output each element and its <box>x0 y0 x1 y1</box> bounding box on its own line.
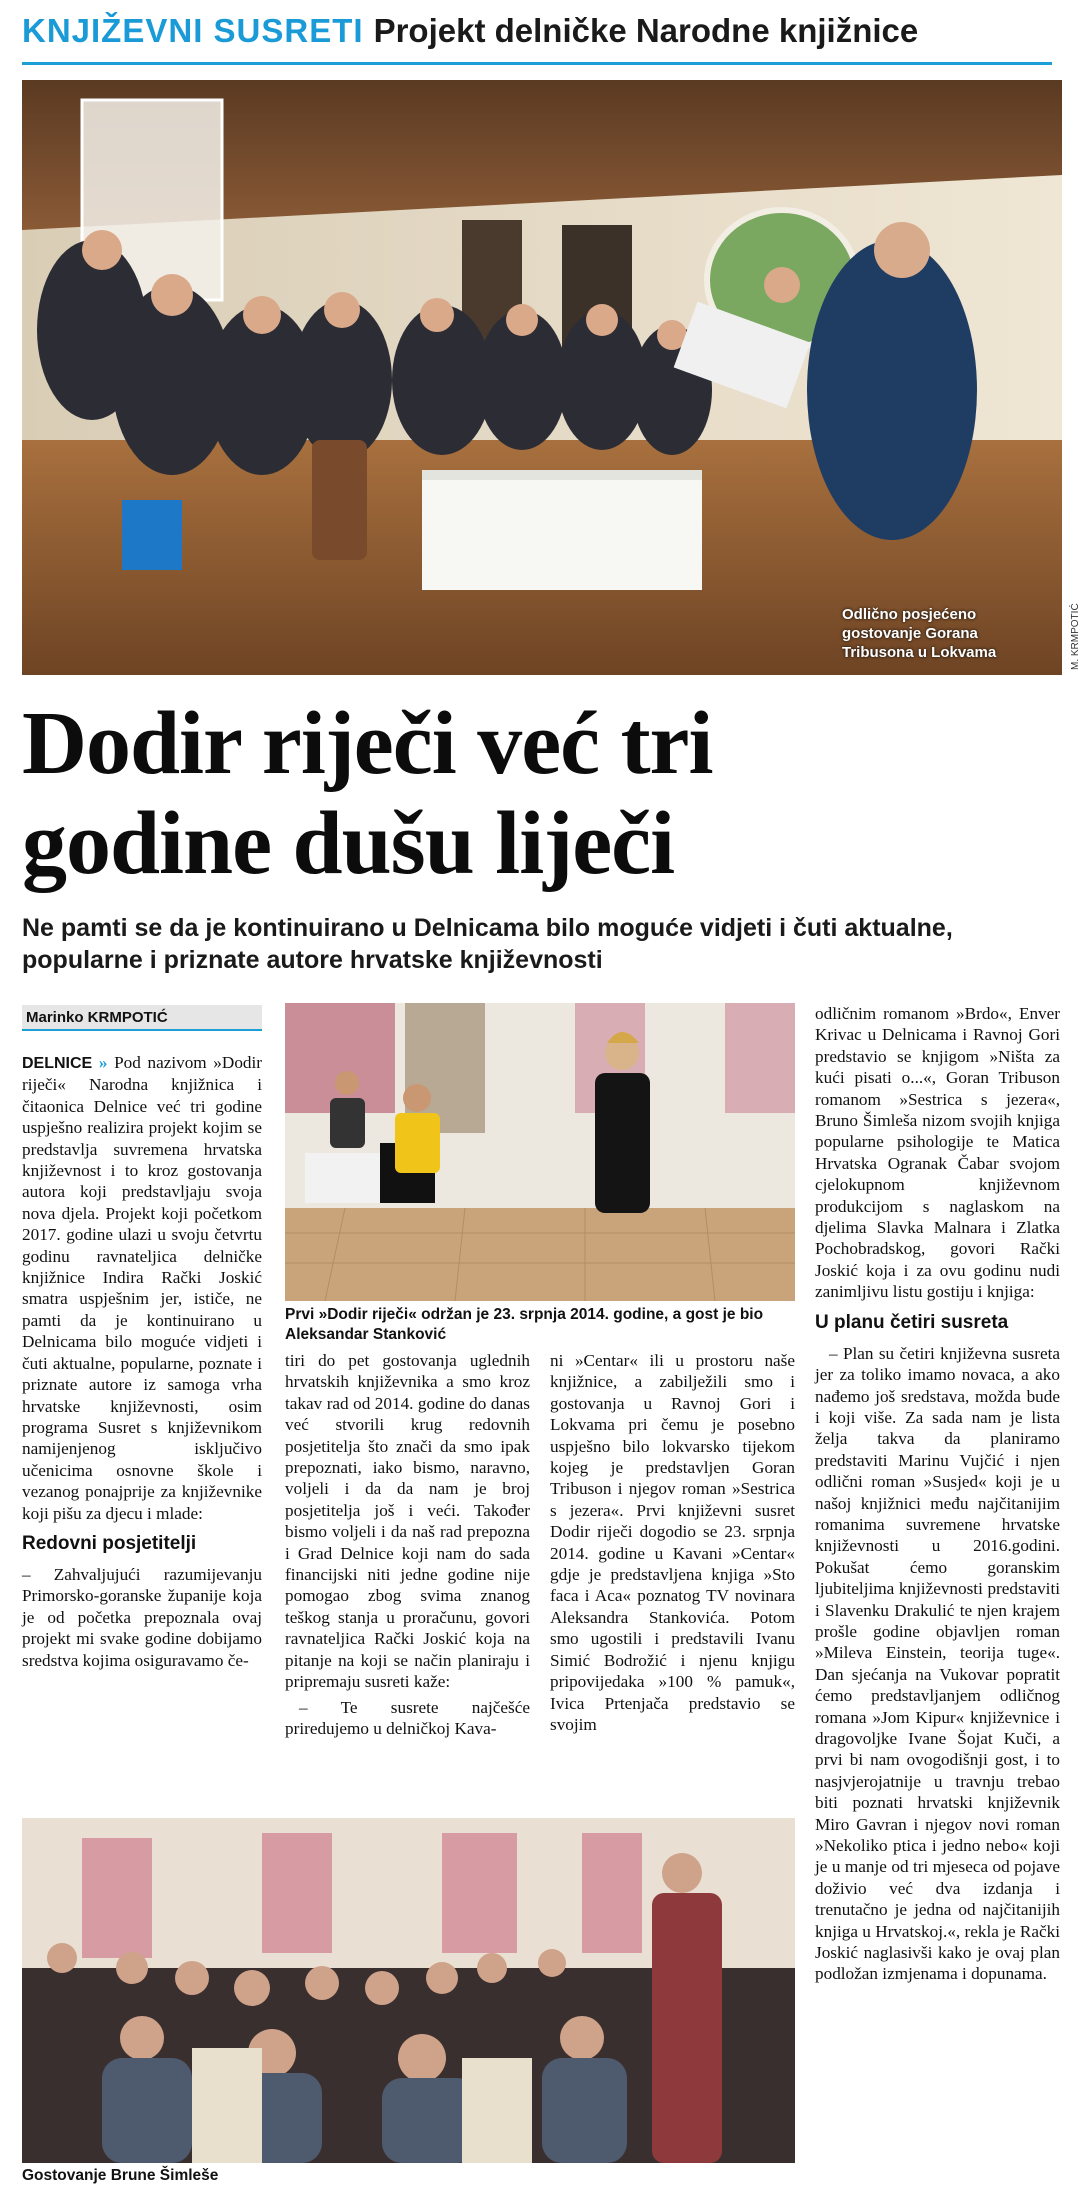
column-1 <box>22 1052 262 1671</box>
col4-paragraph-1: odličnim romanom »Brdo«, Enver Krivac u Delnicama i Ravnoj Gori predstavio se knjigom »Ništa za kući pisati o...«, Goran Tribuson romanom »Sestrica s jezera«, Bruno Šimleša nizom svojih knjiga popularne psihologije te Matica Hrvatska Ogranak Čabar svojom cjelokupnom književnom produkcijom s naglaskom na djelima Slavka Malnara i Zlatka Pochobradskog, govori Rački Joskić koja i za ovu godinu nudi zanimljivu listu gostiju i knjiga: <box>815 1004 1060 1302</box>
subhead-redovni-posjetitelji: Redovni posjetitelji <box>22 1532 197 1554</box>
headline-line-1: Dodir riječi već tri <box>22 694 713 793</box>
dateline: DELNICE <box>22 1055 93 1072</box>
deck: Ne pamti se da je kontinuirano u Delnicama bilo moguće vidjeti i čuti aktualne, popularne i priznate autore hrvatske književnosti <box>22 914 953 974</box>
photo-mid-image <box>285 1003 795 1301</box>
photo-top-image <box>22 80 1062 675</box>
section-kicker: KNJIŽEVNI SUSRETI <box>22 12 364 49</box>
photo-mid-caption: Prvi »Dodir riječi« održan je 23. srpnja 2014. godine, a gost je bio Aleksandar Stanković <box>285 1306 764 1343</box>
col3-paragraph-1: ni »Centar« ili u prostoru naše knjižnice, a zabilježili smo i gostovanja u Ravnoj Gori i Lokvama pri čemu je posebno uspješno bilo lokvarsko tijekom kojeg je predstavljen Goran Tribuson i njegov roman »Sestrica s jezera«. Prvi književni susret Dodir riječi dogodio se 23. srpnja 2014. godine u Kavani »Centar« gdje je predstavljena knjiga »Sto faca i Aca« poznatog TV novinara Aleksandra Stankovića. Potom smo ugostili i predstavili Ivanu Simić Bodrožić i njenu knjigu pripovijedaka »100 % pamuk«, Ivica Prtenjača predstavio se svojim <box>550 1351 795 1734</box>
byline: Marinko KRMPOTIĆ <box>22 1005 262 1031</box>
photo-top-caption: Odlično posjećeno gostovanje Gorana Tribusona u Lokvama <box>842 606 997 661</box>
photo-top <box>22 80 1062 675</box>
photo-bottom-image <box>22 1818 795 2163</box>
column-4 <box>815 1003 1060 1985</box>
photo-credit: M. KRMPOTIĆ <box>1070 603 1081 670</box>
col1-paragraph-1 <box>22 1052 262 1524</box>
section-header <box>22 12 1052 65</box>
photo-bottom-caption: Gostovanje Brune Šimleše <box>22 2167 219 2184</box>
headline-line-2: godine dušu liječi <box>22 794 675 893</box>
headline <box>22 694 1062 894</box>
section-title: Projekt delničke Narodne knjižnice <box>373 12 919 49</box>
photo-bottom <box>22 1818 795 2163</box>
col2-paragraph-1: tiri do pet gostovanja uglednih hrvatskih književnika a smo kroz takav rad od 2014. godine do danas već stvorili krug redovnih posjetitelja što znači da smo ipak prepoznati, iako bismo, naravno, voljeli i da da nam je broj posjetitelja još i veći. Također bismo voljeli i da naš rad prepozna i Grad Delnice koji nam do sada financijski niti jedne godine nije pomogao zbog svima znanog teškog stanja u proračunu, govori ravnateljica Rački Joskić koja na pitanje na koji se način planiraju i pripremaju susreti kaže: <box>285 1351 530 1692</box>
col1-paragraph-2: – Zahvaljujući razumijevanju Primorsko-goranske županije koja je od početka prepoznala ovaj projekt mi svake godine dobijamo sredstva kojima osiguravamo če- <box>22 1564 262 1670</box>
dateline-arrow-icon: » <box>98 1053 108 1072</box>
col1-paragraph-1-text: Pod nazivom »Dodir riječi« Narodna knjižnica i čitaonica Delnice već tri godine uspješno realizira projekt kojim se predstavlja suvremena hrvatska književnost i to kroz gostovanja autora koji predstavljaju svoja nova djela. Projekt koji početkom 2017. godine ulazi u svoju četvrtu godinu ravnateljica delničke knjižnice Indira Rački Joskić smatra uspješnim jer, ističe, ne pamti da je kontinuirano u Delnicama bilo moguće vidjeti i čuti aktualne, popularne, poznate i priznate autore iz samoga vrha hrvatske književnosti, osim programa Susret s književnikom namijenjenog isključivo učenicima osnovne škole i vezanog ponajprije za književnike koji pišu za djecu i mlade: <box>22 1053 263 1523</box>
col4-paragraph-2: – Plan su četiri književna susreta jer za toliko imamo novaca, a ako nađemo još sredstava, možda bude i koji više. Za sada nam je lista želja takva da planiramo predstaviti Marinu Vujčić i njen odlični roman »Susjed« koji je u našoj knjižnici među najčitanijim romanima suvremene hrvatske književnosti u 2016.godini. Pokušat ćemo goranskim ljubiteljima književnosti predstaviti i Slavenku Drakulić te njen krajem prošle godine objavljen roman »Mileva Einstein, teorija tuge«. Dan sjećanja na Vukovar popratit ćemo predstavljanjem odličnog romana »Jom Kipur« književnice i dragovoljke Ivane Šojat Kuči, a prvi bi nam ovogodišnji gost, i to nasjvjerojatnije u travnju trebao biti poznati hrvatski književnik Miro Gavran i njegov novi roman »Nekoliko ptica i jedno nebo« koji je u manje od tri mjeseca od pojave doživio već dva izdanja i trenutačno je jedna od najčitanijih knjiga u Hrvatskoj.«, rekla je Rački Joskić naglasivši kako je ovaj plan podložan izmjenama i dopunama. <box>815 1343 1060 1984</box>
photo-mid <box>285 1003 795 1301</box>
column-2 <box>285 1350 530 1739</box>
column-3 <box>550 1350 795 1735</box>
subhead-u-planu: U planu četiri susreta <box>815 1311 1009 1333</box>
col2-paragraph-2: – Te susrete najčešće priredujemo u delničkoj Kava- <box>285 1697 530 1738</box>
